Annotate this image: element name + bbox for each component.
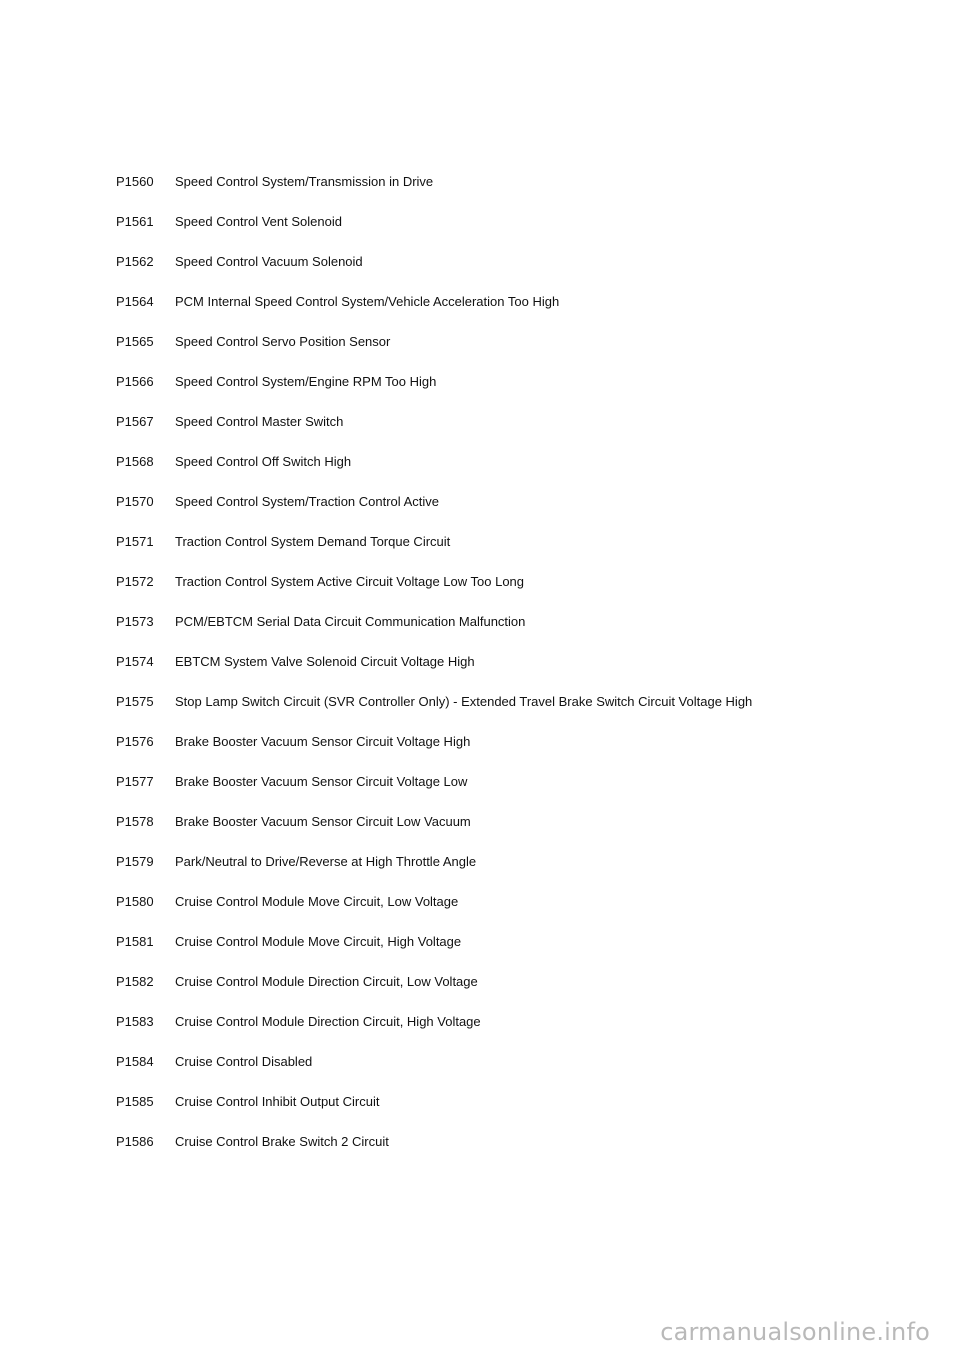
dtc-code: P1565 (116, 334, 154, 349)
dtc-entry (116, 332, 836, 351)
dtc-entry (116, 892, 836, 911)
dtc-description: Brake Booster Vacuum Sensor Circuit Voltage Low (175, 774, 468, 789)
dtc-description: Cruise Control Module Direction Circuit, Low Voltage (175, 974, 478, 989)
dtc-code: P1573 (116, 614, 154, 629)
dtc-entry (116, 1012, 836, 1031)
dtc-code: P1581 (116, 934, 154, 949)
dtc-code: P1560 (116, 174, 154, 189)
dtc-entry (116, 692, 836, 711)
dtc-code: P1582 (116, 974, 154, 989)
dtc-code: P1568 (116, 454, 154, 469)
dtc-code: P1580 (116, 894, 154, 909)
dtc-entry (116, 652, 836, 671)
watermark: carmanualsonline.info (660, 1318, 930, 1346)
dtc-description: Speed Control Vent Solenoid (175, 214, 342, 229)
dtc-description: Park/Neutral to Drive/Reverse at High Throttle Angle (175, 854, 477, 869)
dtc-description: Brake Booster Vacuum Sensor Circuit Voltage High (175, 734, 471, 749)
dtc-description: Speed Control System/Transmission in Drive (175, 174, 434, 189)
dtc-entry (116, 172, 836, 191)
dtc-description: Cruise Control Disabled (175, 1054, 313, 1069)
dtc-entry (116, 292, 836, 311)
dtc-description: Speed Control System/Traction Control Active (175, 494, 439, 509)
dtc-description: Traction Control System Demand Torque Circuit (175, 534, 451, 549)
dtc-entry (116, 972, 836, 991)
dtc-code: P1564 (116, 294, 154, 309)
dtc-code: P1577 (116, 774, 154, 789)
dtc-code: P1567 (116, 414, 154, 429)
dtc-entry (116, 812, 836, 831)
dtc-code: P1561 (116, 214, 154, 229)
dtc-code: P1586 (116, 1134, 154, 1149)
dtc-description: PCM/EBTCM Serial Data Circuit Communication Malfunction (175, 614, 526, 629)
dtc-entry (116, 612, 836, 631)
dtc-entry (116, 372, 836, 391)
dtc-description: Speed Control Off Switch High (175, 454, 352, 469)
dtc-description: Cruise Control Module Move Circuit, Low Voltage (175, 894, 459, 909)
dtc-description: Cruise Control Brake Switch 2 Circuit (175, 1134, 389, 1149)
dtc-code: P1583 (116, 1014, 154, 1029)
dtc-entry (116, 252, 836, 271)
dtc-entry (116, 452, 836, 471)
dtc-entry (116, 492, 836, 511)
dtc-entry (116, 1092, 836, 1111)
dtc-code: P1570 (116, 494, 154, 509)
dtc-code: P1578 (116, 814, 154, 829)
dtc-code: P1585 (116, 1094, 154, 1109)
dtc-entry (116, 772, 836, 791)
dtc-description: Speed Control Master Switch (175, 414, 344, 429)
dtc-code: P1579 (116, 854, 154, 869)
dtc-description: Speed Control Servo Position Sensor (175, 334, 391, 349)
dtc-code-list (116, 172, 836, 1172)
dtc-code: P1562 (116, 254, 154, 269)
dtc-entry (116, 572, 836, 591)
dtc-code: P1571 (116, 534, 154, 549)
dtc-code: P1584 (116, 1054, 154, 1069)
dtc-description: PCM Internal Speed Control System/Vehicle Acceleration Too High (175, 294, 560, 309)
dtc-entry (116, 732, 836, 751)
dtc-description: Cruise Control Module Direction Circuit, High Voltage (175, 1014, 481, 1029)
dtc-description: Brake Booster Vacuum Sensor Circuit Low Vacuum (175, 814, 471, 829)
dtc-code: P1575 (116, 694, 154, 709)
dtc-description: Speed Control System/Engine RPM Too High (175, 374, 437, 389)
dtc-code: P1574 (116, 654, 154, 669)
dtc-entry (116, 412, 836, 431)
dtc-entry (116, 932, 836, 951)
dtc-code: P1566 (116, 374, 154, 389)
dtc-description: EBTCM System Valve Solenoid Circuit Voltage High (175, 654, 475, 669)
dtc-description: Cruise Control Inhibit Output Circuit (175, 1094, 380, 1109)
dtc-description: Speed Control Vacuum Solenoid (175, 254, 363, 269)
dtc-description: Cruise Control Module Move Circuit, High Voltage (175, 934, 462, 949)
dtc-code: P1576 (116, 734, 154, 749)
dtc-code: P1572 (116, 574, 154, 589)
dtc-entry (116, 1052, 836, 1071)
dtc-description: Traction Control System Active Circuit Voltage Low Too Long (175, 574, 525, 589)
dtc-description: Stop Lamp Switch Circuit (SVR Controller Only) - Extended Travel Brake Switch Circuit Voltage High (175, 694, 753, 709)
dtc-entry (116, 532, 836, 551)
dtc-entry (116, 852, 836, 871)
dtc-entry (116, 1132, 836, 1151)
dtc-entry (116, 212, 836, 231)
